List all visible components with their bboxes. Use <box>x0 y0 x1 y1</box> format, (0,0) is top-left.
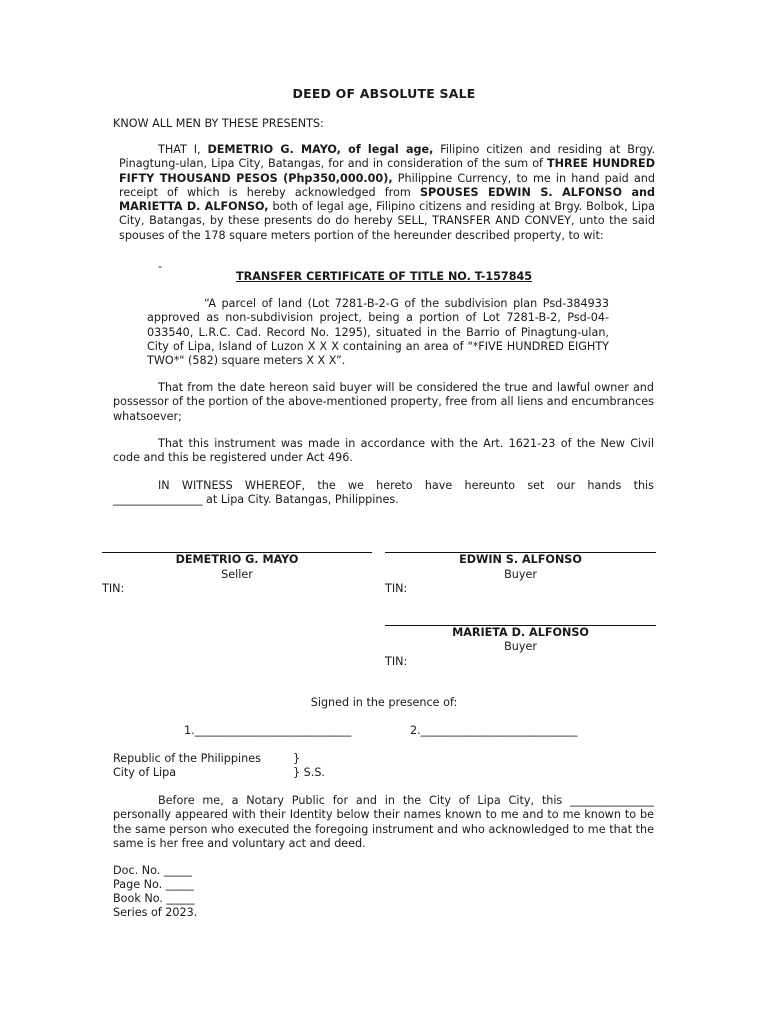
sale-amount: THREE HUNDRED FIFTY THOUSAND PESOS (Php350,000.00), <box>119 157 655 185</box>
buyer-ownership-paragraph: That from the date hereon said buyer will be considered the true and lawful owner and possessor of the portion of the above-mentioned property, free from all liens and encumbrances whatsoever; <box>113 381 655 423</box>
buyer-identity: SPOUSES EDWIN S. ALFONSO and MARIETTA D. ALFONSO, <box>119 185 655 214</box>
venue-country-brace: } <box>293 752 301 765</box>
seller-identity: DEMETRIO G. MAYO, of legal age, <box>207 143 434 156</box>
buyer1-tin: TIN: <box>385 582 408 595</box>
conveyance-text-3: Philippine Currency, to me in hand paid and receipt of which is hereby acknowledged from <box>119 171 656 199</box>
book-number: Book No. _____ <box>113 892 195 905</box>
notary-acknowledgment: Before me, a Notary Public for and in the City of Lipa City, this _______________ personally appeared with their Identity below their names known to me and to me known to be the same person who executed the foregoing instrument and who acknowledged to me that the same is her free and voluntary act and deed. <box>113 794 654 850</box>
dash-mark: - <box>158 260 163 273</box>
witness-paragraph-line1: IN WITNESS WHEREOF, the we hereto have hereunto set our hands this <box>158 479 654 492</box>
conveyance-text-1: THAT I, <box>158 143 208 156</box>
witness-1-line: 1.____________________________ <box>184 724 352 737</box>
witness-2-line: 2.____________________________ <box>410 724 578 737</box>
document-title: DEED OF ABSOLUTE SALE <box>292 86 476 101</box>
seller-name: DEMETRIO G. MAYO <box>175 553 299 566</box>
witness-paragraph-line2: ________________ at Lipa City. Batangas, Philippines. <box>113 493 399 506</box>
instrument-paragraph: That this instrument was made in accordance with the Art. 1621-23 of the New Civil code and this be registered under Act 496. <box>113 437 654 465</box>
seller-tin: TIN: <box>102 582 125 595</box>
page-number: Page No. _____ <box>113 878 194 891</box>
venue-city: City of Lipa <box>113 766 177 779</box>
conveyance-paragraph <box>119 143 655 243</box>
tct-heading: TRANSFER CERTIFICATE OF TITLE NO. T-157845 <box>235 270 533 283</box>
conveyance-text-2: Filipino citizen and residing at Brgy. Pinagtung-ulan, Lipa City, Batangas, for and in consideration of the sum of <box>119 143 655 171</box>
intro-line: KNOW ALL MEN BY THESE PRESENTS: <box>113 117 324 130</box>
parcel-description: “A parcel of land (Lot 7281-B-2-G of the subdivision plan Psd-384933 approved as non-subdivision project, being a portion of Lot 7281-B-2, Psd-04-033540, L.R.C. Cad. Record No. 1295), situated in the Barrio of Pinagtung-ulan, City of Lipa, Island of Luzon X X X containing an area of "*FIVE HUNDRED EIGHTY TWO*" (582) square meters X X X”. <box>147 297 609 368</box>
buyer2-role: Buyer <box>504 640 537 653</box>
conveyance-text-4: both of legal age, Filipino citizens and residing at Brgy. Bolbok, Lipa City, Batangas, by these presents do do hereby SELL, TRANSFER AND CONVEY, unto the said spouses of the 178 square meters portion of the hereunder described property, to wit: <box>119 200 655 242</box>
buyer2-name: MARIETA D. ALFONSO <box>452 626 589 639</box>
series-year: Series of 2023. <box>113 906 198 919</box>
seller-role: Seller <box>221 568 253 581</box>
buyer1-name: EDWIN S. ALFONSO <box>459 553 582 566</box>
buyer2-tin: TIN: <box>385 655 408 668</box>
buyer1-role: Buyer <box>504 568 537 581</box>
witness-heading: Signed in the presence of: <box>310 696 458 709</box>
venue-country: Republic of the Philippines <box>113 752 261 765</box>
doc-number: Doc. No. _____ <box>113 864 192 877</box>
venue-ss: } S.S. <box>293 766 325 779</box>
